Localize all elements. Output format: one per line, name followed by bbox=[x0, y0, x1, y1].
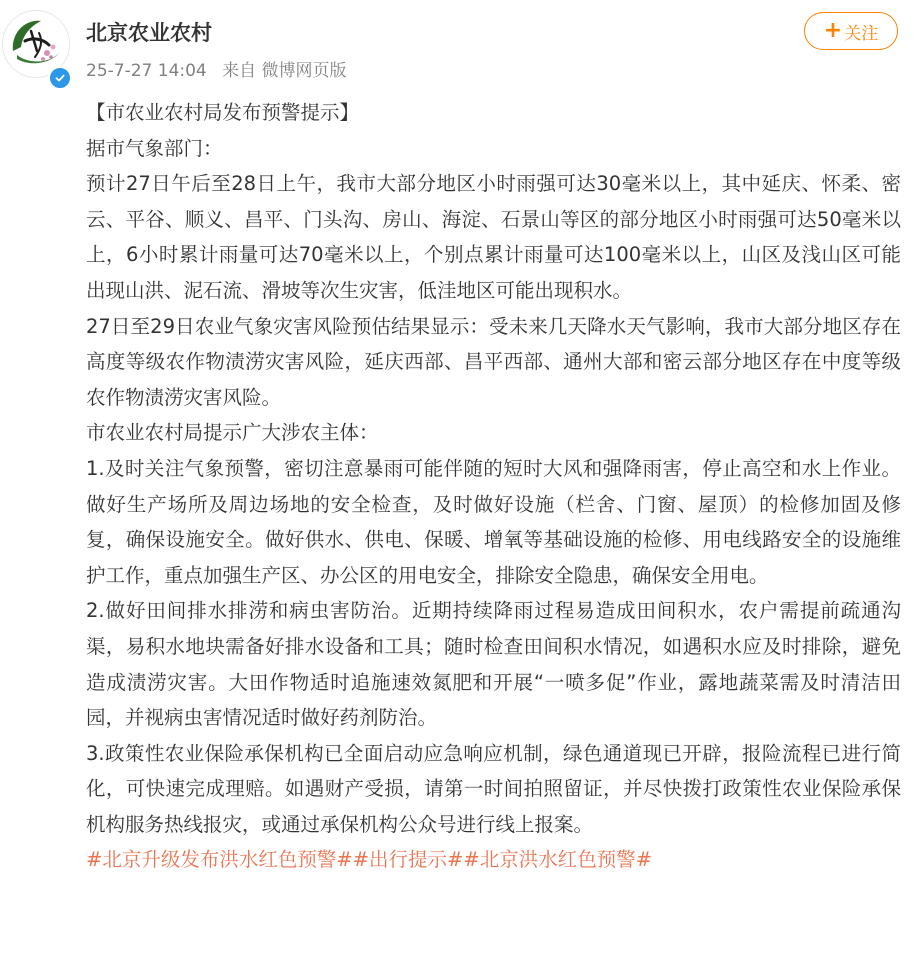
verified-badge bbox=[48, 66, 72, 90]
post-risk: 27日至29日农业气象灾害风险预估结果显示：受未来几天降水天气影响，我市大部分地区存在高度等级农作物渍涝灾害风险，延庆西部、昌平西部、通州大部和密云部分地区存在中度等级农作物渍涝灾害风险。 bbox=[86, 314, 901, 409]
post-content bbox=[86, 95, 901, 878]
hashtag-row bbox=[86, 842, 901, 878]
hashtag-link[interactable]: #北京升级发布洪水红色预警# bbox=[86, 848, 353, 872]
post-item-3: 3.政策性农业保险承保机构已全面启动应急响应机制，绿色通道现已开辟，报险流程已进行简化，可快速完成理赔。如遇财产受损，请第一时间拍照留证，并尽快拨打政策性农业保险承保机构服务热线报灾，或通过承保机构公众号进行线上报案。 bbox=[86, 741, 901, 836]
post-advice-intro: 市农业农村局提示广大涉农主体： bbox=[86, 421, 379, 445]
post-item-1: 1.及时关注气象预警，密切注意暴雨可能伴随的短时大风和强降雨害，停止高空和水上作业。做好生产场所及周边场地的安全检查，及时做好设施（栏舍、门窗、屋顶）的检修加固及修复，确保设施安全。做好供水、供电、保暖、增氧等基础设施的检修、用电线路安全的设施维护工作，重点加强生产区、办公区的用电安全，排除安全隐患，确保安全用电。 bbox=[86, 456, 901, 587]
verified-check-icon bbox=[54, 72, 66, 84]
avatar-container[interactable] bbox=[2, 10, 72, 80]
post-source: 来自 微博网页版 bbox=[222, 61, 347, 81]
post-forecast: 预计27日午后至28日上午，我市大部分地区小时雨强可达30毫米以上，其中延庆、怀柔、密云、平谷、顺义、昌平、门头沟、房山、海淀、石景山等区的部分地区小时雨强可达50毫米以上，6小时累计雨量可达70毫米以上，个别点累计雨量可达100毫米以上，山区及浅山区可能出现山洪、泥石流、滑坡等次生灾害，低洼地区可能出现积水。 bbox=[86, 172, 901, 302]
post-item-2: 2.做好田间排水排涝和病虫害防治。近期持续降雨过程易造成田间积水，农户需提前疏通沟渠，易积水地块需备好排水设备和工具；随时检查田间积水情况，如遇积水应及时排除，避免造成渍涝灾害。大田作物适时追施速效氮肥和开展“一喷多促”作业，露地蔬菜需及时清洁田园，并视病虫害情况适时做好药剂防治。 bbox=[86, 599, 901, 730]
post-title: 【市农业农村局发布预警提示】 bbox=[86, 101, 360, 124]
post-timestamp[interactable]: 25-7-27 14:04 bbox=[86, 61, 207, 81]
hashtag-link[interactable]: #出行提示# bbox=[352, 848, 464, 872]
follow-label: 关注 bbox=[844, 23, 879, 44]
post-intro: 据市气象部门： bbox=[86, 136, 223, 160]
follow-button[interactable] bbox=[804, 12, 898, 50]
username[interactable]: 北京农业农村 bbox=[86, 21, 212, 45]
plus-icon: + bbox=[823, 18, 843, 43]
post-meta bbox=[86, 56, 357, 81]
hashtag-link[interactable]: #北京洪水红色预警# bbox=[463, 848, 653, 872]
